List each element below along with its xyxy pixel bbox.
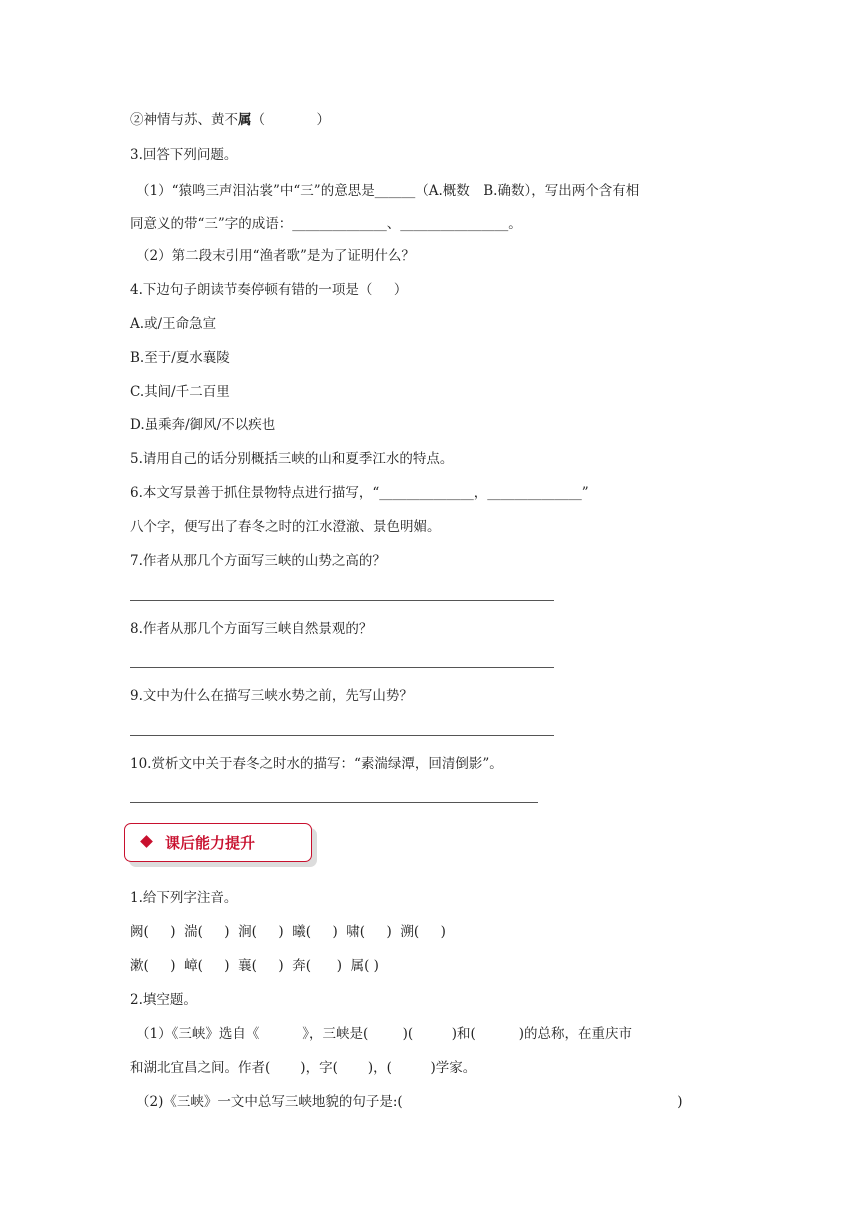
section-title: 课后能力提升 <box>165 834 256 852</box>
pinyin-row-1: 阙( ) 湍( ) 涧( ) 曦( ) 啸( ) 溯( ) <box>130 924 446 940</box>
question-6-line2: 八个字，便写出了春冬之时的江水澄澈、景色明媚。 <box>130 519 441 535</box>
option-b: B.至于/夏水襄陵 <box>130 350 230 366</box>
question-3: 3.回答下列问题。 <box>130 147 238 163</box>
question-text: ②神情与苏、黄不 <box>130 112 238 128</box>
option-d: D.虽乘奔/御风/不以疾也 <box>130 417 276 433</box>
diamond-icon <box>140 835 153 848</box>
question-3-2: （2）第二段末引用“渔者歌”是为了证明什么？ <box>136 248 415 264</box>
answer-line-9 <box>130 735 554 736</box>
question-6-line1: 6.本文写景善于抓住景物特点进行描写，“______________，______________” <box>130 485 589 501</box>
question-9: 9.文中为什么在描写三峡水势之前，先写山势？ <box>130 688 413 704</box>
question-7: 7.作者从那几个方面写三峡的山势之高的？ <box>130 553 386 569</box>
fill-1-line1: （1）《三峡》选自《 》，三峡是( )( )和( )的总称，在重庆市 <box>136 1026 632 1042</box>
question-3-1-line1: （1）“猿鸣三声泪沾裳”中“三”的意思是______（A.概数 B.确数），写出两个含有相 <box>136 183 640 199</box>
question-2-2-fill: 2.填空题。 <box>130 992 197 1008</box>
bold-char: 属 <box>238 112 252 128</box>
option-a: A.或/王命急宣 <box>130 316 217 332</box>
fill-1-line2: 和湖北宜昌之间。作者( )，字( )，( )学家。 <box>130 1060 477 1076</box>
answer-paren: （ ） <box>251 112 330 128</box>
question-4: 4.下边句子朗读节奏停顿有错的一项是（ ） <box>130 282 408 298</box>
section-banner <box>124 823 312 862</box>
option-c: C.其间/千二百里 <box>130 384 230 400</box>
question-3-1-line2: 同意义的带“三”字的成语：______________、________________。 <box>130 216 522 232</box>
answer-line-8 <box>130 667 554 668</box>
answer-line-10 <box>130 802 538 803</box>
answer-line-7 <box>130 600 554 601</box>
question-2-1: 1.给下列字注音。 <box>130 890 238 906</box>
question-8: 8.作者从那几个方面写三峡自然景观的？ <box>130 621 373 637</box>
pinyin-row-2: 漱( ) 嶂( ) 襄( ) 奔( ) 属( ) <box>130 958 379 974</box>
question-10: 10.赏析文中关于春冬之时水的描写：“素湍绿潭，回清倒影”。 <box>130 756 503 772</box>
fill-2: （2)《三峡》一文中总写三峡地貌的句子是:( ) <box>136 1094 683 1110</box>
question-2-2 <box>130 110 330 130</box>
question-5: 5.请用自己的话分别概括三峡的山和夏季江水的特点。 <box>130 451 454 467</box>
